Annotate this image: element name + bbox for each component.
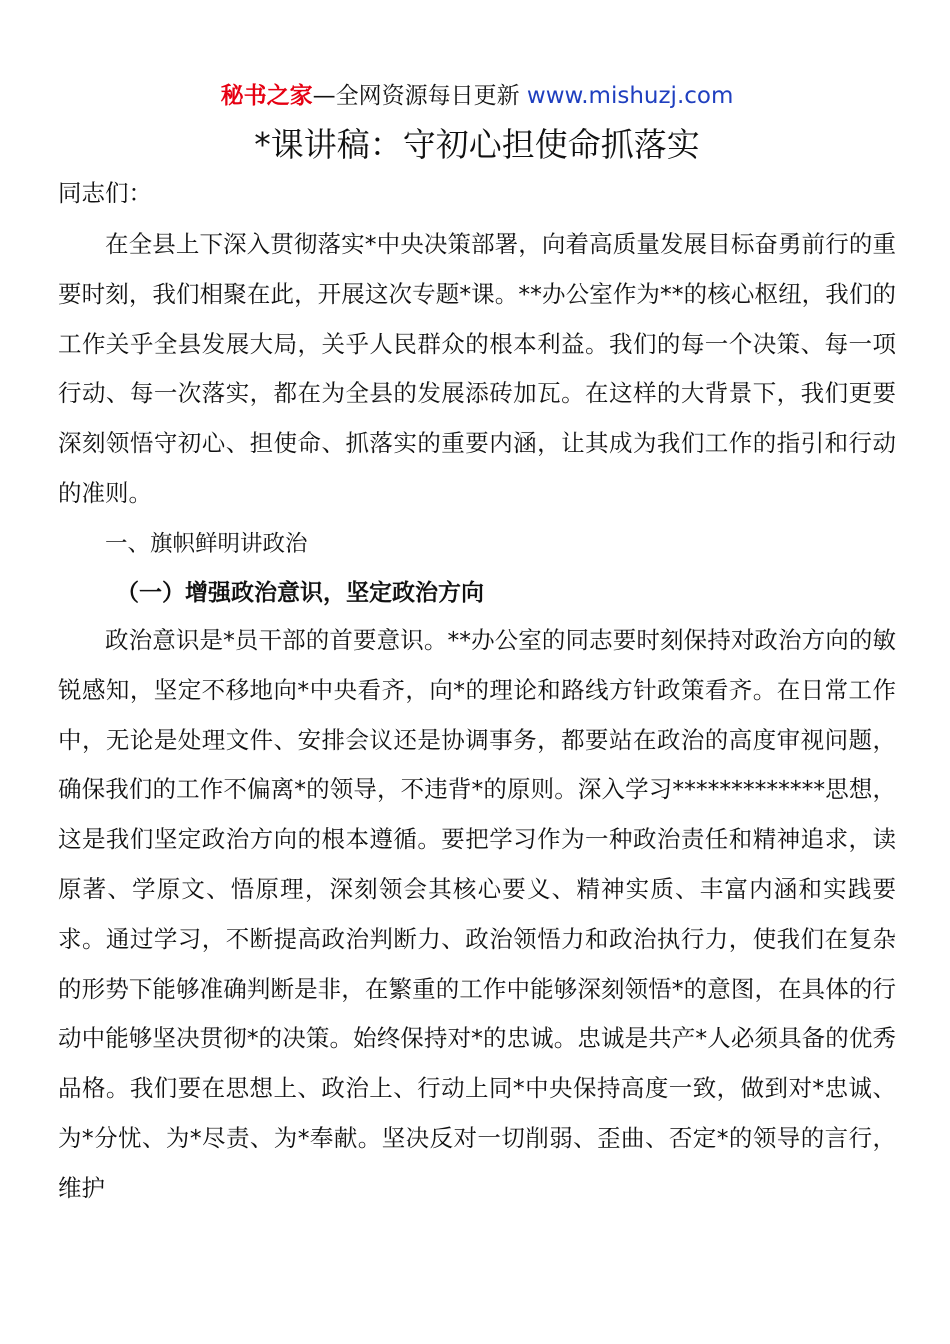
greeting: 同志们： [58,179,152,207]
paragraph-political-awareness: 政治意识是*员干部的首要意识。**办公室的同志要时刻保持对政治方向的敏锐感知，坚定不移地向*中央看齐，向*的理论和路线方针政策看齐。在日常工作中，无论是处理文件、安排会议还是协调事务，都要站在政治的高度审视问题，确保我们的工作不偏离*的领导，不违背*的原则。深入学习*************思想，这是我们坚定政治方向的根本遵循。要把学习作为一种政治责任和精神追求，读原著、学原文、悟原理，深刻领会其核心要义、精神实质、丰富内涵和实践要求。通过学习，不断提高政治判断力、政治领悟力和政治执行力，使我们在复杂的形势下能够准确判断是非，在繁重的工作中能够深刻领悟*的意图，在具体的行动中能够坚决贯彻*的决策。始终保持对*的忠诚。忠诚是共产*人必须具备的优秀品格。我们要在思想上、政治上、行动上同*中央保持高度一致，做到对*忠诚、为*分忧、为*尽责、为*奉献。坚决反对一切削弱、歪曲、否定*的领导的言行，维护 [58,626,896,1202]
site-url-link[interactable]: www.mishuzj.com [526,83,734,109]
site-banner [58,80,896,112]
subsection-heading-1-1: （一）增强政治意识，坚定政治方向 [116,580,484,606]
document-title: *课讲稿：守初心担使命抓落实 [254,125,700,164]
site-tagline: —全网资源每日更新 [312,83,527,109]
paragraph-intro: 在全县上下深入贯彻落实*中央决策部署，向着高质量发展目标奋勇前行的重要时刻，我们相聚在此，开展这次专题*课。**办公室作为**的核心枢纽，我们的工作关乎全县发展大局，关乎人民群众的根本利益。我们的每一个决策、每一项行动、每一次落实，都在为全县的发展添砖加瓦。在这样的大背景下，我们更要深刻领悟守初心、担使命、抓落实的重要内涵，让其成为我们工作的指引和行动的准则。 [58,230,896,507]
site-brand: 秘书之家 [220,83,313,109]
section-heading-1: 一、旗帜鲜明讲政治 [105,531,308,557]
